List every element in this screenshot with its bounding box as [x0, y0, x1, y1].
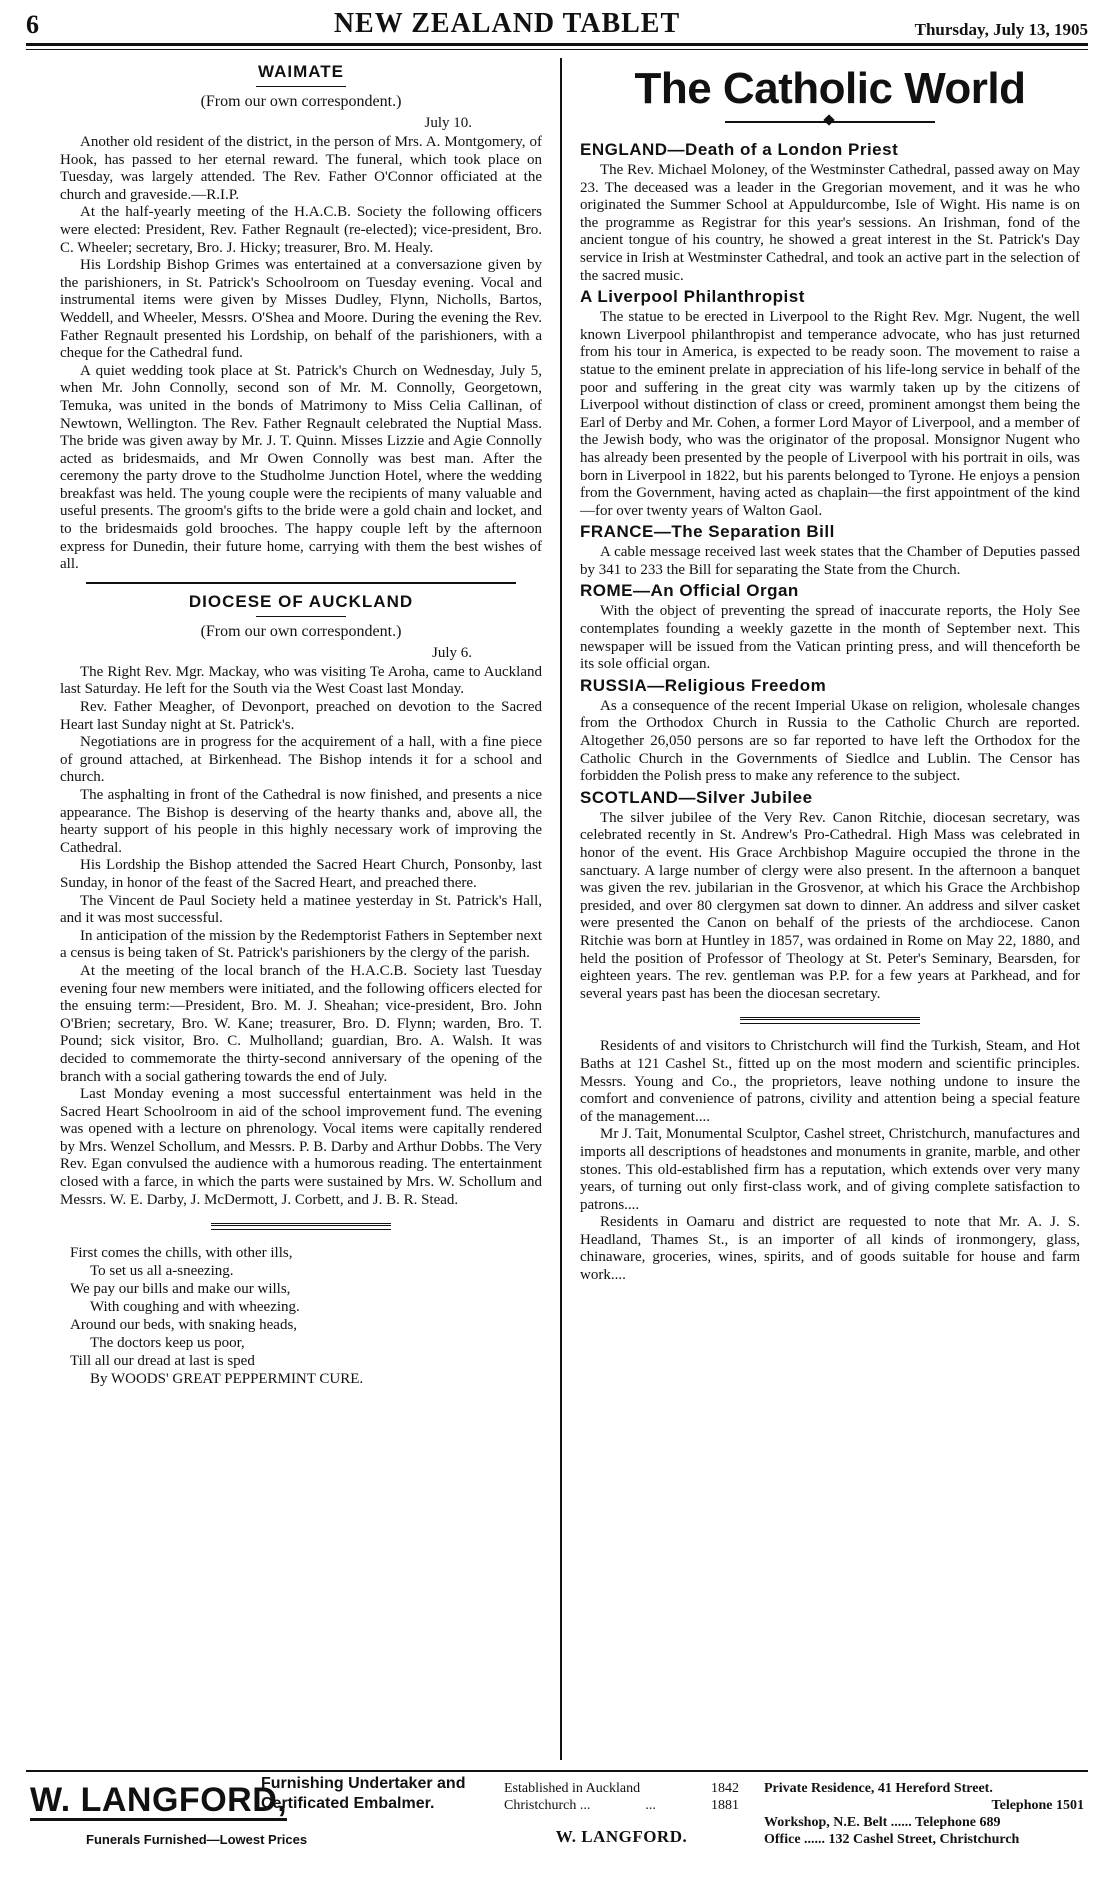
article-paragraph: The Right Rev. Mgr. Mackay, who was visiting Te Aroha, came to Auckland last Saturday. He left for the South via the West Coast last Monday. [60, 663, 542, 698]
paper-name: NEW ZEALAND TABLET [333, 8, 681, 39]
waimate-correspondent: (From our own correspondent.) [200, 93, 402, 110]
article-paragraph: A quiet wedding took place at St. Patrick's Church on Wednesday, July 5, when Mr. John Connolly, second son of Mr. M. Connolly, Georgetown, Temuka, was united in the bonds of Matrimony to Miss Celia Callinan, of Newtown, Wellington. The Rev. Father Regnault celebrated the Nuptial Mass. The bride was given away by Mr. J. T. Quinn. Misses Lizzie and Agie Connolly acted as bridesmaids, and Mr Owen Connolly was best man. After the ceremony the party drove to the Studholme Junction Hotel, where the wedding breakfast was held. The young couple were the recipients of many valuable and useful presents. The groom's gifts to the bride were a gold chain and locket, and to the bridesmaids gold brooches. The happy couple left by the afternoon express for Dunedin, their future home, carrying with them the best wishes of all. [60, 362, 542, 573]
private-residence: Private Residence, 41 Hereford Street. [764, 1781, 993, 1796]
russia-heading: RUSSIA—Religious Freedom [580, 675, 827, 695]
scotland-article [580, 810, 1080, 1004]
england-article [580, 162, 1080, 285]
waimate-article [60, 134, 542, 574]
article-paragraph: A cable message received last week states that the Chamber of Deputies passed by 341 to 233 the Bill for separating the State from the Church. [580, 544, 1080, 578]
established-year: 1842 [711, 1781, 739, 1796]
article-paragraph: At the meeting of the local branch of the H.A.C.B. Society last Tuesday evening four new members were initiated, and the following officers elected for the ensuing term:—President, Bro. M. J. Sheahan; vice-president, Bro. John O'Brien; secretary, Bro. W. Kane; treasurer, Bro. D. Flynn; warden, Bro. T. Pound; sick visitor, Bro. C. Mulholland; guardian, Bro. A. Walsh. It was decided to commemorate the thirty-second anniversary of the opening of the branch with a social gathering towards the end of July. [60, 962, 542, 1085]
article-paragraph: In anticipation of the mission by the Redemptorist Fathers in September next a census is being taken of St. Patrick's parishioners by the clergy of the parish. [60, 927, 542, 962]
england-heading: ENGLAND—Death of a London Priest [580, 140, 899, 159]
column-divider [560, 58, 562, 1760]
article-paragraph: The statue to be erected in Liverpool to the Right Rev. Mgr. Nugent, the well known Liverpool philanthropist and temperance advocate, who has just returned from his tour in America, is expected to be ready soon. The movement to raise a statue to the eminent prelate in appreciation of his life-long service in behalf of the poor and suffering in the great city was warmly taken up by the citizens of Liverpool without distinction of class or creed, prominent amongst them being the Earl of Derby and Mr. Cohen, a former Lord Mayor of Liverpool, and a member of the Jewish body, who was the originator of the proposal. Monsignor Nugent who has already been presented by the people of Liverpool with his portrait in oils, was born in Liverpool in 1822, but his parents belonged to Tyrone. He enjoys a pension from the Government, having acted as chaplain—the first appointment of the kind—for over twenty years of Walton Gaol. [580, 309, 1080, 519]
france-heading: FRANCE—The Separation Bill [580, 522, 835, 542]
right-column [580, 58, 1080, 1760]
trade-line: Furnishing Undertaker and [261, 1775, 466, 1792]
rome-article [580, 603, 1080, 673]
langford-funerals: Funerals Furnished—Lowest Prices [86, 1832, 308, 1847]
article-paragraph: As a consequence of the recent Imperial Ukase on religion, wholesale changes from the Orthodox Church in Russia to the Catholic Church are reported. Altogether 26,050 persons are so far reported to have left the Orthodox for the Catholic Church in the Governments of Siedlce and Lublin. The Censor has forbidden the Polish press to make any reference to the subject. [580, 697, 1080, 785]
liverpool-heading: A Liverpool Philanthropist [580, 287, 805, 307]
notice-paragraph: Residents of and visitors to Christchurch will find the Turkish, Steam, and Hot Baths at 121 Cashel St., fitted up on the most modern and scientific principles. Messrs. Young and Co., the proprietors, leave nothing undone to insure the comfort and convenience of patrons, civility and attention being a special feature of the management.... [580, 1038, 1080, 1125]
liverpool-article [580, 309, 1080, 520]
langford-advertisement [26, 1770, 1088, 1870]
waimate-heading: WAIMATE [257, 62, 344, 81]
auckland-dateline: July 6. [431, 644, 472, 661]
verse-line: The doctors keep us poor, [90, 1335, 245, 1352]
article-paragraph: The Vincent de Paul Society held a matinee yesterday in St. Patrick's Hall, and it was most successful. [60, 892, 542, 927]
established-block [504, 1780, 754, 1845]
verse-line: To set us all a-sneezing. [90, 1263, 234, 1280]
article-paragraph: Last Monday evening a most successful entertainment was held in the Sacred Heart Schoolroom in aid of the school improvement fund. The evening was opened with a lecture on phrenology. Vocal items were capitally rendered by Mrs. Wenzel Schollum, and Messrs. P. B. Darby and Arthur Dobbs. The Very Rev. Egan convulsed the audience with a humorous reading. The entertainment closed with a farce, in which the parts were sustained by Mrs. W. Schollum and Messrs. W. E. Darby, J. McDermott, J. Corbett, and J. B. R. Stead. [60, 1086, 542, 1208]
langford-signature: W. LANGFORD. [555, 1827, 688, 1846]
rome-heading: ROME—An Official Organ [580, 581, 799, 601]
verse-rule [211, 1223, 391, 1230]
verse-line: First comes the chills, with other ills, [70, 1245, 293, 1262]
article-paragraph: His Lordship Bishop Grimes was entertained at a conversazione given by the parishioners, in St. Patrick's Schoolroom on Tuesday evening. Vocal and instrumental items were given by Misses Dudley, Flynn, Nicholls, Bartos, Weddell, and Wheeler, Messrs. O'Shea and Moore. During the evening the Rev. Father Regnault presented his Lordship, on behalf of the parishioners, with a cheque for the Cathedral fund. [60, 257, 542, 362]
article-paragraph: At the half-yearly meeting of the H.A.C.B. Society the following officers were elected: President, Rev. Father Regnault (re-elected); vice-president, Bro. C. Wheeler; secretary, Bro. J. Hicky; treasurer, Bro. M. Healy. [60, 204, 542, 256]
france-article [580, 544, 1080, 579]
article-paragraph: The silver jubilee of the Very Rev. Canon Ritchie, diocesan secretary, was celebrated recently in St. Andrew's Pro-Cathedral. High Mass was celebrated in honor of the event. His Grace Archbishop Maguire occupied the throne in the sanctuary. A large number of clergy were also present. In the afternoon a banquet was given the rev. jubilarian in the Grosvenor, at which his Grace the Archbishop presided, and over 80 clergymen sat down to dinner. An address and silver casket were presented the Canon on behalf of the priests of the archdiocese. Canon Ritchie was born at Huntley in 1857, was ordained in Rome on May 22, 1880, and held the position of Professor of Theology at St. Peter's Seminary, Bearsden, for eighteen years. The rev. gentleman was P.P. for a few years at Parkhead, and for several years past has been the diocesan secretary. [580, 809, 1080, 1002]
established-dots: ... [645, 1798, 656, 1813]
waimate-dateline: July 10. [424, 115, 472, 131]
article-paragraph: Negotiations are in progress for the acquirement of a hall, with a fine piece of ground attached, at Birkenhead. The Bishop intends it for a school and church. [60, 734, 542, 786]
article-paragraph: The asphalting in front of the Cathedral is now finished, and presents a nice appearance. The Bishop is deserving of the hearty thanks and, above all, the hearty support of his people in this highly necessary work of improving the Cathedral. [60, 787, 542, 856]
office-address: Office ...... 132 Cashel Street, Christchurch [764, 1832, 1020, 1847]
auckland-heading: DIOCESE OF AUCKLAND [188, 591, 414, 611]
issue-date: Thursday, July 13, 1905 [914, 20, 1088, 39]
scotland-heading: SCOTLAND—Silver Jubilee [580, 787, 813, 807]
peppermint-verse [70, 1244, 542, 1388]
russia-article [580, 698, 1080, 786]
article-paragraph: With the object of preventing the spread of inaccurate reports, the Holy See contemplates founding a weekly gazette in the month of September next. This newspaper will be issued from the Vatican printing press, and will thenceforth be its sole official organ. [580, 603, 1080, 673]
notice-paragraph: Residents in Oamaru and district are requested to note that Mr. A. J. S. Headland, Thames St., is an importer of all kinds of ironmongery, glass, chinaware, groceries, wines, spirits, and of goods suitable for house and farm work.... [580, 1214, 1080, 1284]
masthead [26, 8, 1088, 46]
article-paragraph: Rev. Father Meagher, of Devonport, preached on devotion to the Sacred Heart last Sunday night at St. Patrick's. [60, 699, 542, 733]
verse-line: We pay our bills and make our wills, [70, 1281, 291, 1298]
established-christchurch [504, 1797, 739, 1814]
langford-name: W. LANGFORD, [30, 1781, 288, 1819]
heading-rule [256, 616, 346, 617]
heading-rule [256, 86, 346, 87]
verse-line: With coughing and with wheezing. [90, 1299, 300, 1316]
auckland-correspondent: (From our own correspondent.) [200, 622, 402, 640]
telephone-number: Telephone 1501 [991, 1798, 1084, 1813]
section-rule [86, 582, 516, 584]
established-auckland [504, 1780, 739, 1797]
article-paragraph: Another old resident of the district, in the person of Mrs. A. Montgomery, of Hook, has passed to her eternal reward. The funeral, which took place on Tuesday, was largely attended. The Rev. Father O'Connor officiated at the church and graveside.—R.I.P. [60, 134, 542, 203]
verse-line: By WOODS' GREAT PEPPERMINT CURE. [90, 1371, 364, 1388]
langford-trade [261, 1774, 465, 1814]
established-year: 1881 [710, 1798, 739, 1813]
masthead-rule [26, 49, 1088, 50]
left-column [60, 58, 542, 1760]
trade-line: Certificated Embalmer. [261, 1795, 435, 1812]
established-label: Established in Auckland [504, 1781, 641, 1796]
address-block [764, 1780, 1084, 1848]
title-ornament [580, 116, 1080, 126]
workshop-address: Workshop, N.E. Belt ...... Telephone 689 [764, 1815, 1001, 1830]
notice-paragraph: Mr J. Tait, Monumental Sculptor, Cashel street, Christchurch, manufactures and imports all descriptions of headstones and monuments in granite, marble, and other stones. This old-established firm has a reputation, which extends over very many years, of turning out only first-class work, and of giving complete satisfaction to patrons.... [580, 1126, 1080, 1213]
article-paragraph: His Lordship the Bishop attended the Sacred Heart Church, Ponsonby, last Sunday, in honor of the feast of the Sacred Heart, and preached there. [60, 857, 542, 891]
advertising-notices [580, 1038, 1080, 1284]
verse-line: Till all our dread at last is sped [70, 1353, 255, 1370]
diamond-icon [823, 114, 834, 125]
article-paragraph: The Rev. Michael Moloney, of the Westminster Cathedral, passed away on May 23. The deceased was a leader in the Gregorian movement, and it was he who originated the Summer School at Appuldurcombe, Isle of Wight. His name is on the programme as Registrar for this year's sessions. An Irishman, fond of the ancient tongue of his country, he showed a great interest in the St. Patrick's Day service in Irish at Westminster Cathedral, and took an active part in the selection of the sacred music. [580, 162, 1080, 284]
page-number: 6 [26, 10, 39, 39]
verse-line: Around our beds, with snaking heads, [70, 1317, 298, 1334]
auckland-article [60, 664, 542, 1209]
established-label: Christchurch ... [504, 1798, 591, 1813]
notices-rule [740, 1017, 920, 1024]
catholic-world-title: The Catholic World [634, 64, 1026, 113]
